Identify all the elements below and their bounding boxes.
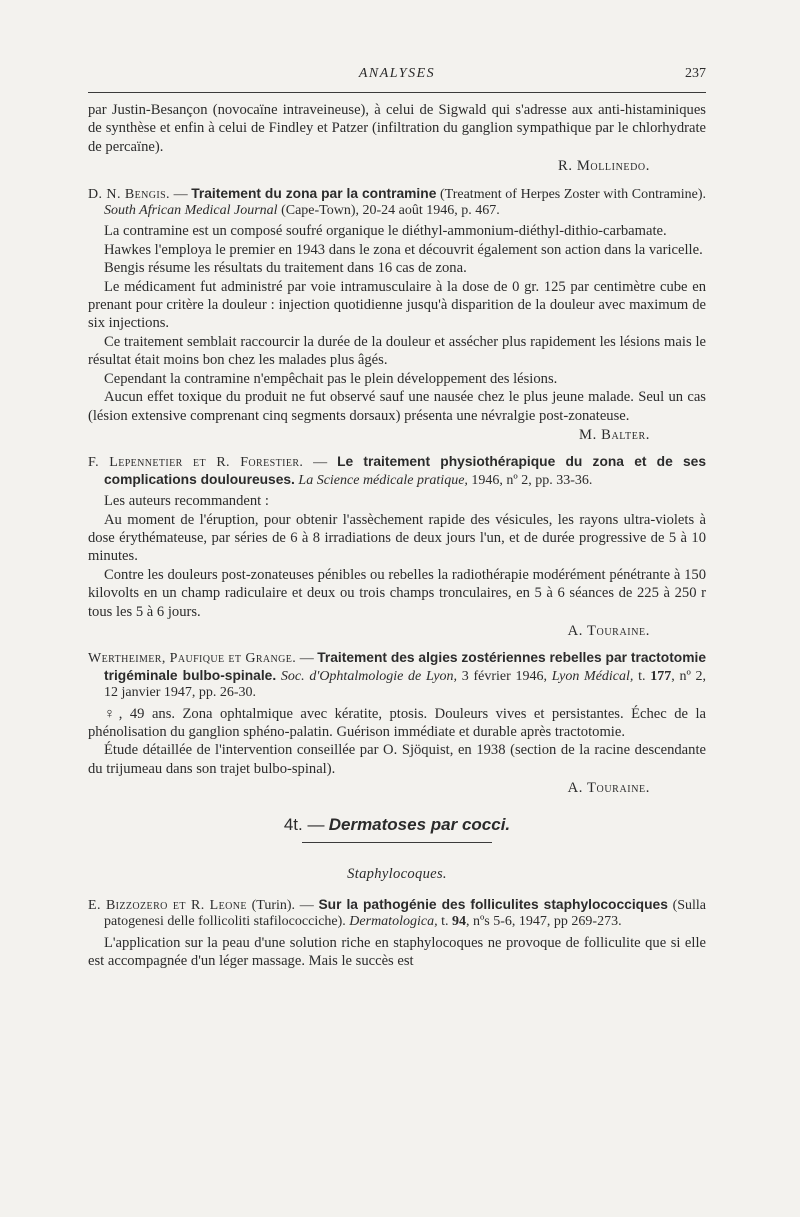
article-citation: 1946, nº 2, pp. 33-36. bbox=[467, 472, 593, 488]
signature: M. Balter. bbox=[579, 426, 650, 443]
paragraph: Contre les douleurs post-zonateuses pénibles ou rebelles la radiothérapie modérément pénétrante à 150 kilovolts en un champ radiculaire et deux ou trois champs tronculaires, en 5 à 6 séances de 225 à 250 r tous les 5 à 6 jours. bbox=[88, 566, 706, 620]
intro-paragraph: par Justin-Besançon (novocaïne intraveineuse), à celui de Sigwald qui s'adresse aux anti-histaminiques de synthèse et enfin à celui de Findley et Patzer (infiltration du ganglion sympathique par le chlorhydrate de percaïne). bbox=[88, 102, 706, 155]
article-title: Traitement des algies zostériennes rebelles par tractotomie trigéminale bulbo-spinale. bbox=[104, 650, 706, 683]
paragraph: Le médicament fut administré par voie intramusculaire à la dose de 0 gr. 125 par centimètre cube en prenant pour critère la douleur : injection quotidienne jusqu'à disparition de la douleur avec maximum de six injections. bbox=[88, 278, 706, 332]
article-volume: 177 bbox=[650, 668, 672, 684]
article-source: Soc. d'Ophtalmologie de Lyon, bbox=[276, 668, 458, 684]
paragraph: Les auteurs recommandent : bbox=[104, 493, 269, 510]
article-source: South African Medical Journal bbox=[104, 203, 278, 219]
article-reference bbox=[88, 454, 706, 489]
paragraph: Bengis résume les résultats du traitement dans 16 cas de zona. bbox=[104, 260, 467, 277]
article-citation: (Cape-Town), 20-24 août 1946, p. 467. bbox=[277, 203, 500, 219]
article-reference bbox=[88, 897, 706, 931]
signature: R. Mollinedo. bbox=[558, 158, 650, 175]
header-rule bbox=[88, 92, 706, 93]
section-heading bbox=[88, 816, 706, 840]
signature: A. Touraine. bbox=[567, 780, 650, 797]
article-authors: Wertheimer, Paufique et Grange. bbox=[88, 651, 297, 667]
section-title: Dermatoses par cocci. bbox=[328, 814, 511, 834]
sub-heading: Staphylocoques. bbox=[347, 865, 447, 882]
paragraph: ♀, 49 ans. Zona ophtalmique avec kératite, ptosis. Douleurs vives et persistantes. Échec de la phénolisation du ganglion sphéno-palatin. Guérison immédiate et durable après tractotomie. bbox=[88, 705, 706, 740]
article-citation: , nºs 5-6, 1947, pp 269-273. bbox=[465, 914, 622, 930]
article-source-2: Lyon Médical, bbox=[551, 668, 634, 684]
dash: — bbox=[169, 186, 192, 202]
paragraph: Aucun effet toxique du produit ne fut observé sauf une nausée chez le plus jeune malade. Seul un cas (lésion extensive comprenant cinq segments dorsaux) présenta une névralgie post-zonateuse. bbox=[88, 389, 706, 424]
article-authors: E. Bizzozero et R. Leone bbox=[88, 898, 247, 914]
article-source: Dermatologica, bbox=[349, 914, 438, 930]
article-citation: 3 février 1946, bbox=[457, 668, 552, 684]
running-title: ANALYSES bbox=[358, 66, 436, 81]
signature: A. Touraine. bbox=[567, 622, 650, 639]
paragraph: L'application sur la peau d'une solution riche en staphylocoques ne provoque de folliculite que si elle est accompagnée d'un léger massage. Mais le succès est bbox=[88, 934, 706, 970]
dash: — bbox=[303, 455, 338, 471]
paragraph: Étude détaillée de l'intervention conseillée par O. Sjöquist, en 1938 (section de la racine descendante du trijumeau dans son trajet bulbo-spinal). bbox=[88, 742, 706, 777]
running-header bbox=[88, 66, 706, 86]
article-place: (Turin). bbox=[246, 898, 296, 914]
page-body bbox=[88, 101, 706, 971]
paragraph: La contramine est un composé soufré organique le diéthyl-ammonium-diéthyl-dithio-carbamate. bbox=[104, 223, 667, 240]
paragraph: Cependant la contramine n'empêchait pas le plein développement des lésions. bbox=[104, 370, 558, 387]
article-source: La Science médicale pratique, bbox=[294, 472, 468, 488]
section-number: 4t. — bbox=[283, 814, 325, 834]
page-number: 237 bbox=[685, 66, 706, 81]
paragraph: Hawkes l'employa le premier en 1943 dans le zona et découvrit également son action dans la varicelle. bbox=[104, 241, 703, 258]
article-authors: D. N. Bengis. bbox=[88, 186, 170, 202]
article-volume: 94 bbox=[451, 914, 466, 930]
article-title: Le traitement physiothérapique du zona et de ses complications douloureuses. bbox=[104, 454, 706, 487]
paragraph: Au moment de l'éruption, pour obtenir l'assèchement rapide des vésicules, les rayons ultra-violets à dose érythémateuse, par séries de 6 à 8 irradiations de deux jours l'un, et de durée progressive de 5 à 10 minutes. bbox=[88, 511, 706, 565]
article-subtitle: (Sulla patogenesi delle follicoliti stafilococciche). bbox=[104, 898, 707, 930]
article-citation: , nº 2, 12 janvier 1947, pp. 26-30. bbox=[104, 668, 707, 701]
paragraph: Ce traitement semblait raccourcir la durée de la douleur et assécher plus rapidement les lésions mais le résultat était moins bon chez les malades plus âgés. bbox=[88, 333, 706, 369]
article-subtitle: (Treatment of Herpes Zoster with Contramine). bbox=[436, 186, 707, 202]
article-title: Sur la pathogénie des folliculites staphylococciques bbox=[318, 897, 668, 913]
article-citation: t. bbox=[633, 668, 651, 684]
article-authors: F. Lepennetier et R. Forestier. bbox=[88, 455, 304, 471]
section-rule bbox=[302, 842, 492, 843]
article-title: Traitement du zona par la contramine bbox=[191, 185, 437, 201]
article-citation: t. bbox=[437, 914, 452, 930]
article-reference bbox=[88, 650, 706, 701]
dash: — bbox=[295, 898, 319, 914]
article-reference bbox=[88, 186, 706, 220]
dash: — bbox=[296, 651, 318, 667]
